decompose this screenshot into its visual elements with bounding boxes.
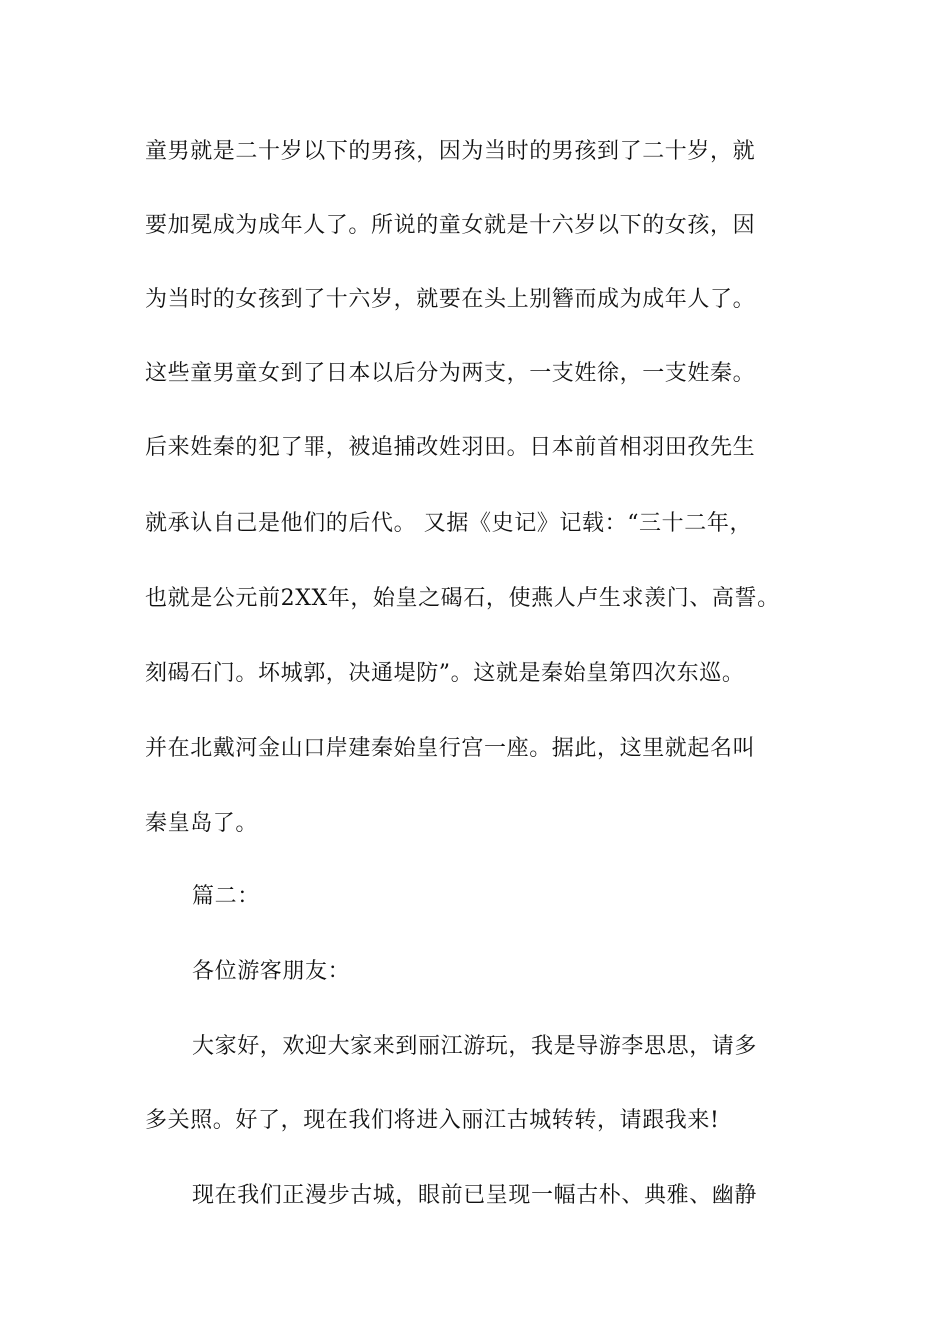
section-heading: 篇二：	[192, 884, 260, 909]
paragraph-line-5: 后来姓秦的犯了罪，被追捕改姓羽田。日本前首相羽田孜先生	[145, 435, 756, 460]
paragraph-line-13: 大家好，欢迎大家来到丽江游玩，我是导游李思思，请多	[192, 1034, 758, 1059]
paragraph-line-9: 并在北戴河金山口岸建秦始皇行宫一座。据此，这里就起名叫	[145, 736, 756, 761]
paragraph-line-15: 现在我们正漫步古城，眼前已呈现一幅古朴、典雅、幽静	[192, 1183, 758, 1208]
paragraph-line-3: 为当时的女孩到了十六岁，就要在头上别簪而成为成年人了。	[145, 287, 756, 312]
salutation-line: 各位游客朋友：	[192, 959, 351, 984]
paragraph-line-10: 秦皇岛了。	[145, 811, 259, 836]
paragraph-line-7: 也就是公元前2XX年，始皇之碣石，使燕人卢生求羡门、高誓。	[145, 586, 780, 611]
paragraph-line-1: 童男就是二十岁以下的男孩，因为当时的男孩到了二十岁，就	[145, 139, 756, 164]
paragraph-line-6: 就承认自己是他们的后代。 又据《史记》记载：“三十二年，	[145, 511, 753, 536]
paragraph-line-8: 刻碣石门。坏城郭，决通堤防”。这就是秦始皇第四次东巡。	[145, 661, 745, 686]
paragraph-line-14: 多关照。好了，现在我们将进入丽江古城转转，请跟我来!	[145, 1108, 720, 1133]
paragraph-line-2: 要加冕成为成年人了。所说的童女就是十六岁以下的女孩，因	[145, 213, 756, 238]
paragraph-line-4: 这些童男童女到了日本以后分为两支，一支姓徐，一支姓秦。	[145, 361, 756, 386]
